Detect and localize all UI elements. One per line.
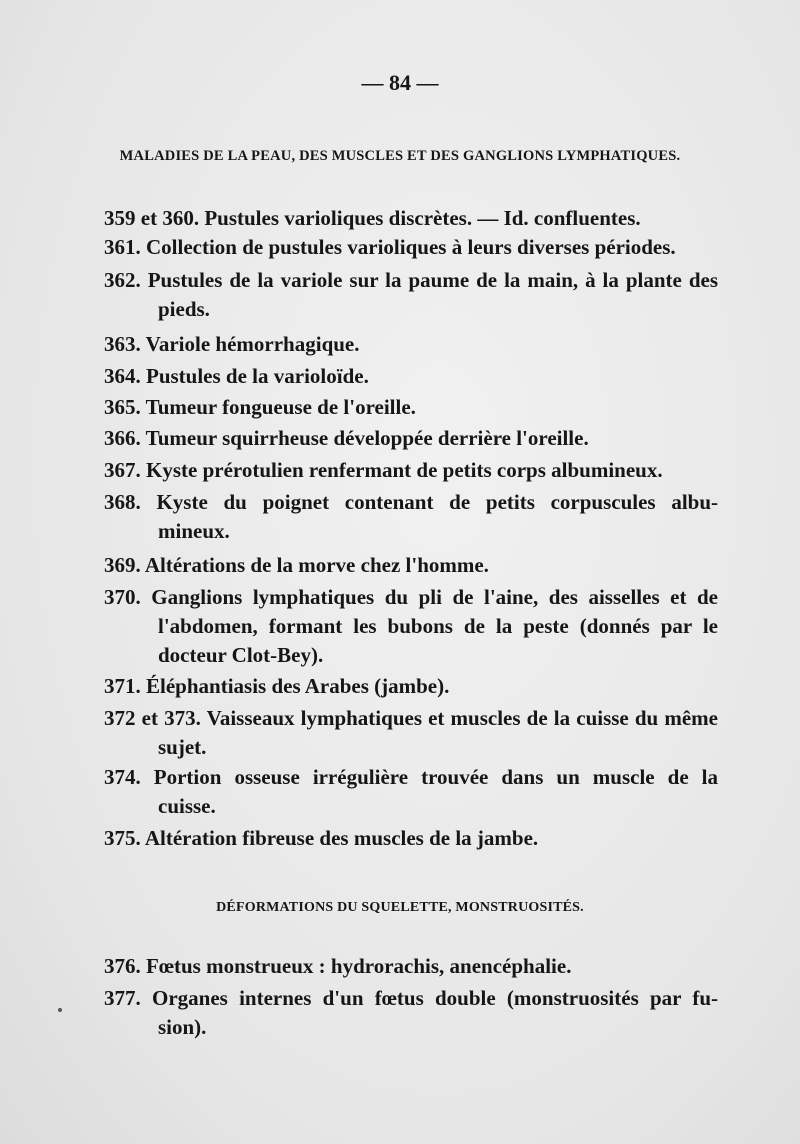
entry-number: 374. xyxy=(104,765,141,789)
catalogue-entry-372-373 xyxy=(104,704,718,762)
catalogue-entry-366 xyxy=(104,424,718,453)
catalogue-entry-365 xyxy=(104,393,718,422)
catalogue-entry-376 xyxy=(104,952,718,981)
entry-text: Altération fibreuse des muscles de la jambe. xyxy=(144,826,539,850)
catalogue-entry-374 xyxy=(104,763,718,821)
entry-text: Pustules de la varioloïde. xyxy=(146,364,369,388)
entry-text: Portion osseuse irrégulière trouvée dans un muscle de la xyxy=(153,765,718,789)
page-number: — 84 — xyxy=(361,70,439,95)
entry-continuation: docteur Clot-Bey). xyxy=(158,643,324,667)
catalogue-entry-369 xyxy=(104,551,718,580)
catalogue-entry-363 xyxy=(104,330,718,359)
entry-line xyxy=(104,488,718,517)
catalogue-entry-370 xyxy=(104,583,718,670)
entry-number: 377. xyxy=(104,986,141,1010)
entry-text: Tumeur fongueuse de l'oreille. xyxy=(145,395,416,419)
entry-continuation: pieds. xyxy=(158,297,210,321)
entry-line xyxy=(104,763,718,792)
entry-line xyxy=(104,266,718,295)
catalogue-entry-364 xyxy=(104,362,718,391)
entry-number: 376. xyxy=(104,954,141,978)
catalogue-entry-375 xyxy=(104,824,718,853)
entry-line xyxy=(104,704,718,733)
entry-line xyxy=(104,984,718,1013)
entry-text: Fœtus monstrueux : hydrorachis, anencéphalie. xyxy=(146,954,572,978)
entry-continuation: sion). xyxy=(158,1015,207,1039)
entry-number: 362. xyxy=(104,268,141,292)
entry-number: 365. xyxy=(104,395,141,419)
entry-text: Collection de pustules varioliques à leurs diverses périodes. xyxy=(146,235,676,259)
catalogue-entry-359-360 xyxy=(104,204,718,233)
entry-text: Kyste du poignet contenant de petits corpuscules albu- xyxy=(156,490,719,514)
entry-text: Altérations de la morve chez l'homme. xyxy=(144,553,489,577)
entry-number: 364. xyxy=(104,364,141,388)
entry-line xyxy=(104,583,718,612)
section-heading-skin-muscles: MALADIES DE LA PEAU, DES MUSCLES ET DES GANGLIONS LYMPHATIQUES. xyxy=(119,148,681,164)
entry-text: Organes internes d'un fœtus double (monstruosités par fu- xyxy=(152,986,719,1010)
entry-number: 367. xyxy=(104,458,141,482)
entry-number: 368. xyxy=(104,490,141,514)
catalogue-entry-371 xyxy=(104,672,718,701)
entry-text: Kyste prérotulien renfermant de petits corps albumineux. xyxy=(146,458,663,482)
section-heading-skeleton: DÉFORMATIONS DU SQUELETTE, MONSTRUOSITÉS. xyxy=(216,900,584,915)
entry-number: 375. xyxy=(104,826,141,850)
entry-continuation: sujet. xyxy=(158,735,207,759)
entry-number: 370. xyxy=(104,585,141,609)
catalogue-entry-377 xyxy=(104,984,718,1042)
entry-number: 366. xyxy=(104,426,141,450)
entry-text: Vaisseaux lymphatiques et muscles de la cuisse du même xyxy=(206,706,718,730)
entry-continuation: mineux. xyxy=(158,519,230,543)
entry-number: 363. xyxy=(104,332,141,356)
entry-continuation: l'abdomen, formant les bubons de la peste (donnés par le xyxy=(158,614,718,638)
catalogue-entry-367 xyxy=(104,456,718,485)
entry-continuation: cuisse. xyxy=(158,794,216,818)
catalogue-entry-361 xyxy=(104,233,718,262)
entry-number: 359 et 360. xyxy=(104,206,200,230)
entry-number: 372 et 373. xyxy=(104,706,201,730)
entry-text: Tumeur squirrheuse développée derrière l'oreille. xyxy=(145,426,589,450)
ink-speck xyxy=(58,1008,62,1012)
catalogue-entry-368 xyxy=(104,488,718,546)
entry-text: Ganglions lymphatiques du pli de l'aine, des aisselles et de xyxy=(151,585,718,609)
entry-text: Variole hémorrhagique. xyxy=(145,332,360,356)
entry-text: Pustules de la variole sur la paume de la main, à la plante des xyxy=(147,268,718,292)
entry-number: 369. xyxy=(104,553,141,577)
catalogue-entry-362 xyxy=(104,266,718,324)
entry-number: 371. xyxy=(104,674,141,698)
entry-text: Éléphantiasis des Arabes (jambe). xyxy=(146,674,450,698)
entry-text: Pustules varioliques discrètes. — Id. confluentes. xyxy=(204,206,641,230)
entry-number: 361. xyxy=(104,235,141,259)
